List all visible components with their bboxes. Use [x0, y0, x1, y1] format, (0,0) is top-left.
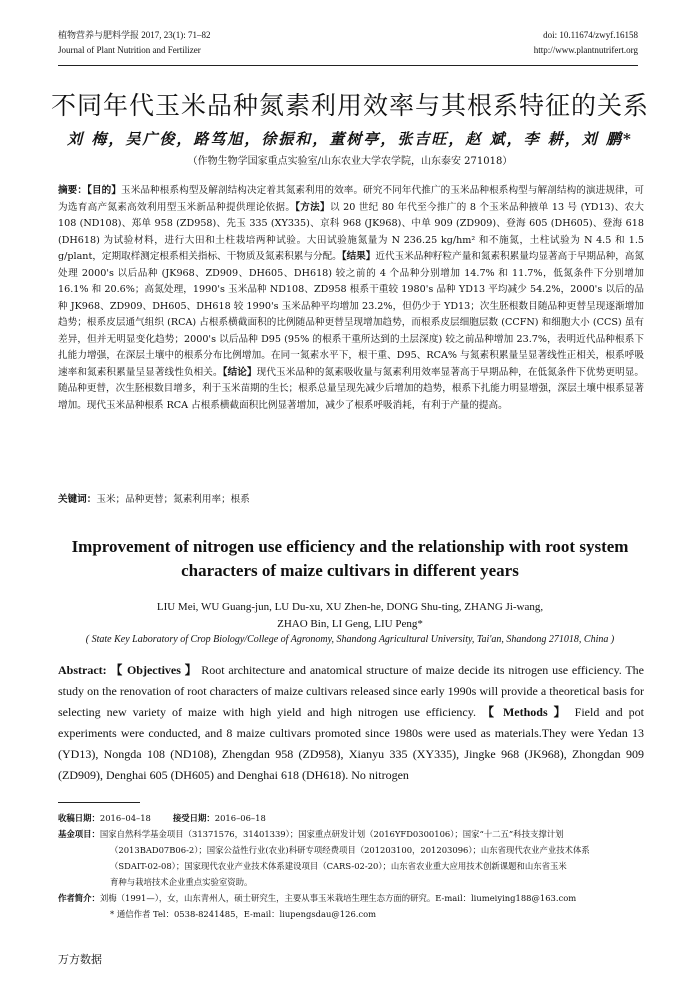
results-text-cn: 近代玉米品种籽粒产量和氮素积累量均显著高于早期品种，高氮处理 2000's 以后品种 (JK968、ZD909、DH605、DH618) 较之前的 4 个品种分别增加 14.7% 和 11.7%，低氮条件下分别增加 16.1% 和 20.6%；高氮处理，1990's 玉米品种 ND108、ZD958 根系干重较 1980's 品种 YD13 平均减少 54.2%，2000's 以后的品种 JK968、ZD909、DH605、DH618 较 1990's 玉米品种平均增加 23.2%，但仍少于 YD13；次生胚根数目随品种更替呈现逐渐增加趋势；根系皮层通气组织 (RCA) 占根系横截面积的比例随品种更替呈现增加趋势，而根系皮层细胞层数 (CCFN) 和细胞大小 (CCS) 虽有差异，但并无明显变化趋势；2000's 以后品种 D95 (95% 的根系干重所达到的土层深度) 较之前品种增加 23.7%，表明近代品种根系下扎能力增强，在深层土壤中的根系分布比例增加。在同一氮素水平下，根干重、D95、RCA% 与氮素积累量呈显著线性正相关，根系呼吸速率和氮素积累量呈显著线性负相关。: [58, 251, 644, 378]
authors-en: [40, 599, 660, 633]
journal-url[interactable]: http://www.plantnutrifert.org: [533, 45, 638, 55]
dates-row: [58, 810, 654, 826]
keywords-cn-text: 玉米；品种更替；氮素利用率；根系: [96, 494, 250, 505]
objectives-label-cn: 【目的】: [87, 185, 122, 196]
methods-text-cn: 以 20 世纪 80 年代至今推广的 8 个玉米品种掖单 13 号 (YD13)、农大 108 (ND108)、郑单 958 (ZD958)、先玉 335 (XY335)、京科 968 (JK968)、中单 909 (ZD909)、登海 605 (DH605)、登海 618 (DH618) 为试验材料，进行大田和土柱栽培两种试验。大田试验施氮量为 N 236.25 kg/hm² 和不施氮，土柱试验为 N 4.5 和 1.5 g/plant，定期取样测定根系相关指标、干物质及氮素积累与分配。: [58, 201, 644, 262]
fund-row: [58, 826, 654, 842]
watermark: 万方数据: [58, 953, 102, 966]
abstract-cn: [58, 183, 644, 414]
journal-links: [534, 28, 638, 58]
affiliation-cn: （作物生物学国家重点实验室/山东农业大学农学院，山东泰安 271018）: [187, 156, 513, 167]
title-en: Improvement of nitrogen use efficiency and the relationship with root system characters of maize cultivars in different years: [71, 537, 629, 580]
spacer: [151, 810, 173, 826]
fund-label: 基金项目：: [58, 829, 100, 839]
title-cn: 不同年代玉米品种氮素利用效率与其根系特征的关系: [50, 91, 649, 120]
conclusions-text-cn: 现代玉米品种的氮素吸收量与氮素利用效率显著高于早期品种，在低氮条件下优势更明显。随品种更替，次生胚根数目增多，利于玉米苗期的生长；根系总量呈现先减少后增加的趋势，根系下扎能力明显增强，深层土壤中根系显著增加。现代玉米品种根系 RCA 占根系横截面积比例显著增加，减少了根系呼吸消耗，有利于产量的提高。: [58, 366, 645, 411]
journal-header: [58, 28, 638, 72]
fund-line3: （SDAIT-02-08）；国家现代农业产业技术体系建设项目（CARS-02-20）；山东省农业重大应用技术创新课题和山东省玉米: [110, 861, 567, 871]
abstract-cn-label: 摘要：: [58, 185, 88, 196]
footnotes: [58, 810, 654, 922]
received-label: 收稿日期：: [58, 813, 100, 823]
journal-name-en: Journal of Plant Nutrition and Fertilizer: [58, 45, 201, 55]
author-text: 刘梅（1991—），女，山东青州人，硕士研究生，主要从事玉米栽培生理生态方面的研究。E-mail：liumeiying188@163.com: [99, 893, 577, 903]
affiliation-en: ( State Key Laboratory of Crop Biology/College of Agronomy, Shandong Agricultural University, Tai'an, Shandong 271018, China ): [85, 634, 615, 645]
conclusions-label-cn: 【结论】: [222, 366, 257, 378]
corresponding-author: * 通信作者 Tel：0538-8241485，E-mail：liupengsdau@126.com: [110, 909, 377, 919]
fund-line2: （2013BAD07B06-2）；国家公益性行业(农业)科研专项经费项目（201203100，201203096）；山东省现代农业产业技术体系: [110, 845, 590, 855]
keywords-cn-label: 关键词：: [58, 494, 97, 505]
objectives-text-cn: 玉米品种根系构型及解剖结构决定着其氮素利用的效率。研究不同年代推广的玉米品种根系构型与解剖结构的演进规律，可为选育高产氮素高效利用型玉米新品种提供理论依据。: [58, 185, 645, 213]
objectives-text-en: Root architecture and anatomical structure of maize decide its nitrogen use efficiency. The study on the renovation of root characters of maize cultivars released since early 1990s will provide a theoretical basis for selecting new variety of maize with high yield and high nitrogen use efficiency.: [58, 663, 644, 719]
footnote-rule: [58, 802, 140, 803]
authors-cn: 刘 梅，吴广俊，路笃旭，徐振和，董树亭，张吉旺，赵 斌，李 耕，刘 鹏*: [67, 130, 633, 148]
results-label-cn: 【结果】: [341, 251, 376, 262]
abstract-en-label: Abstract:: [58, 663, 107, 677]
keywords-cn: [58, 491, 644, 505]
fund-line1: 国家自然科学基金项目（31371576，31401339）；国家重点研发计划（2016YFD0300106）；国家“十二五”科技支撑计划: [99, 829, 564, 839]
methods-label-en: 【 Methods 】: [481, 705, 569, 719]
header-rule: [58, 65, 638, 66]
accepted-label: 接受日期：: [172, 813, 215, 823]
fund-line4: 育种与栽培技术企业重点实验室资助。: [110, 877, 253, 887]
accepted-date: 2016–06–18: [214, 813, 266, 823]
objectives-label-en: 【 Objectives 】: [110, 663, 198, 677]
journal-info: [58, 28, 211, 58]
authors-en-line2: ZHAO Bin, LI Geng, LIU Peng*: [277, 618, 423, 630]
author-label: 作者简介：: [58, 893, 100, 903]
abstract-en: [58, 660, 644, 786]
journal-name-cn: 植物营养与肥料学报 2017, 23(1): 71–82: [58, 30, 211, 40]
authors-en-line1: LIU Mei, WU Guang-jun, LU Du-xu, XU Zhen-he, DONG Shu-ting, ZHANG Ji-wang,: [156, 601, 544, 613]
author-row: [58, 890, 654, 906]
doi[interactable]: doi: 10.11674/zwyf.16158: [543, 30, 638, 40]
received-date: 2016–04–18: [99, 813, 151, 823]
methods-label-cn: 【方法】: [295, 201, 330, 213]
methods-text-en: Field and pot experiments were conducted, and 8 maize cultivars promoted since 1980s were used as materials.They were Yedan 13 (YD13), Nongda 108 (ND108), Zhengdan 958 (ZD958), Xianyu 335 (XY335), Jingke 968 (JK968), Zhongdan 909 (ZD909), Denghai 605 (DH605) and Denghai 618 (DH618). No nitrogen: [58, 705, 645, 782]
